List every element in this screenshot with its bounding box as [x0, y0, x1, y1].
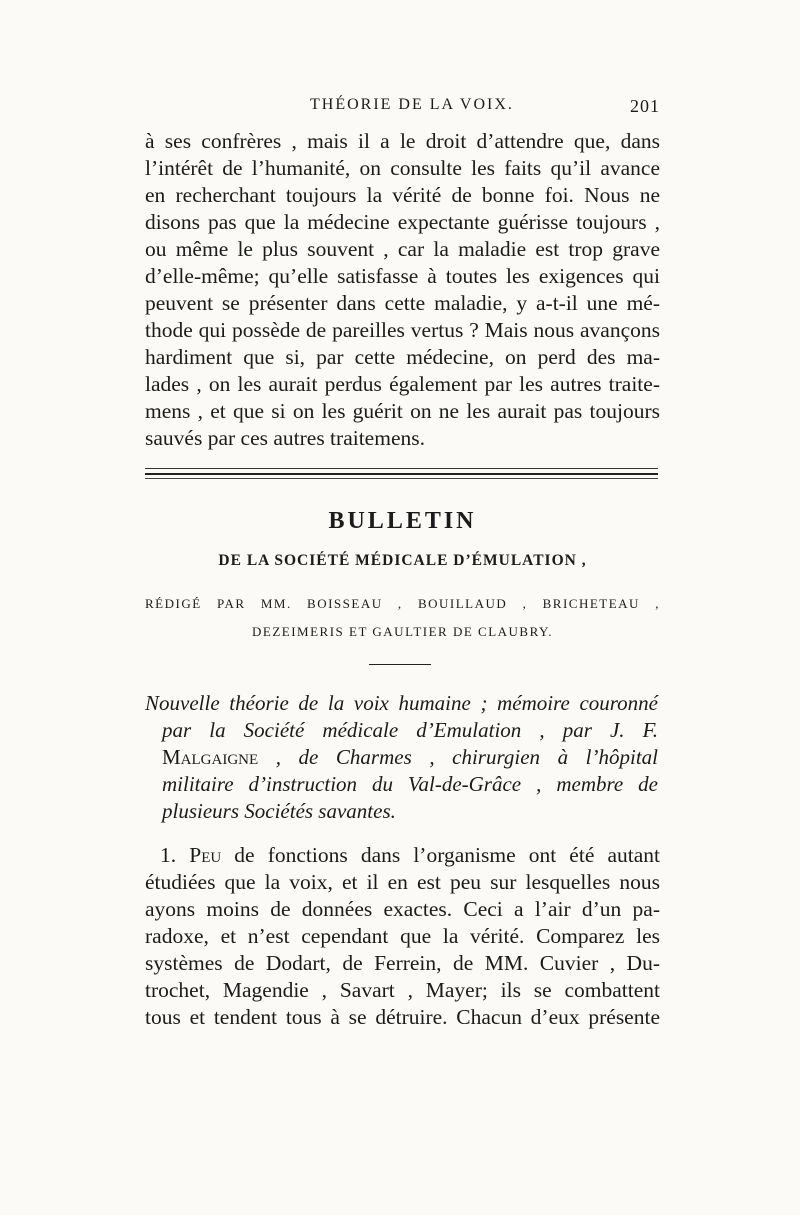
- text-line: systèmes de Dodart, de Ferrein, de MM. Cuvier , Du-: [145, 951, 660, 975]
- text-line: étudiées que la voix, et il en est peu sur lesquelles nous: [145, 870, 660, 894]
- page-header: [145, 96, 660, 120]
- text-line: sauvés par ces autres traitemens.: [145, 426, 425, 450]
- article-heading-line: par la Société médicale d’Emulation , par J. F.: [162, 718, 658, 742]
- text-line: mens , et que si on les guérit on ne les aurait pas toujours: [145, 399, 660, 423]
- bulletin-title: BULLETIN: [328, 508, 477, 534]
- text-line: hardiment que si, par cette médecine, on perd des ma-: [145, 345, 660, 369]
- text-line: à ses confrères , mais il a le droit d’attendre que, dans: [145, 129, 660, 153]
- editors-line: RÉDIGÉ PAR MM. BOISSEAU , BOUILLAUD , BRICHETEAU ,: [145, 596, 660, 611]
- article-heading-line: Malgaigne , de Charmes , chirurgien à l’hôpital: [162, 745, 658, 769]
- bulletin-subtitle: DE LA SOCIÉTÉ MÉDICALE D’ÉMULATION ,: [218, 552, 587, 569]
- text-line: ayons moins de données exactes. Ceci a l’air d’un pa-: [145, 897, 660, 921]
- text-line: disons pas que la médecine expectante guérisse toujours ,: [145, 210, 660, 234]
- article-heading-line: Nouvelle théorie de la voix humaine ; mémoire couronné: [145, 691, 658, 715]
- text-line: radoxe, et n’est cependant que la vérité. Comparez les: [145, 924, 660, 948]
- text-line: l’intérêt de l’humanité, on consulte les faits qu’il avance: [145, 156, 660, 180]
- section-divider-rule: [145, 468, 658, 482]
- article-heading-line: militaire d’instruction du Val-de-Grâce , membre de: [162, 772, 658, 796]
- text-line: en recherchant toujours la vérité de bonne foi. Nous ne: [145, 183, 660, 207]
- text-line: lades , on les aurait perdus également par les autres traite-: [145, 372, 660, 396]
- article-heading-line: plusieurs Sociétés savantes.: [162, 799, 396, 823]
- short-divider: [369, 664, 431, 665]
- text-line: ou même le plus souvent , car la maladie est trop grave: [145, 237, 660, 261]
- text-line: peuvent se présenter dans cette maladie, y a-t-il une mé-: [145, 291, 660, 315]
- section-number: 1.: [160, 843, 177, 867]
- author-name: Malgaigne: [162, 745, 259, 769]
- text-line: trochet, Magendie , Savart , Mayer; ils se combattent: [145, 978, 660, 1002]
- editors-line: DEZEIMERIS ET GAULTIER DE CLAUBRY.: [251, 624, 553, 639]
- page-number: 201: [630, 96, 660, 116]
- text-line: thode qui possède de pareilles vertus ? Mais nous avançons: [145, 318, 660, 342]
- text-line: d’elle-même; qu’elle satisfasse à toutes les exigences qui: [145, 264, 660, 288]
- paragraph-first-line: 1. Peu de fonctions dans l’organisme ont été autant: [160, 843, 661, 867]
- running-head: THÉORIE DE LA VOIX.: [310, 96, 514, 113]
- text-line: tous et tendent tous à se détruire. Chacun d’eux présente: [145, 1005, 660, 1029]
